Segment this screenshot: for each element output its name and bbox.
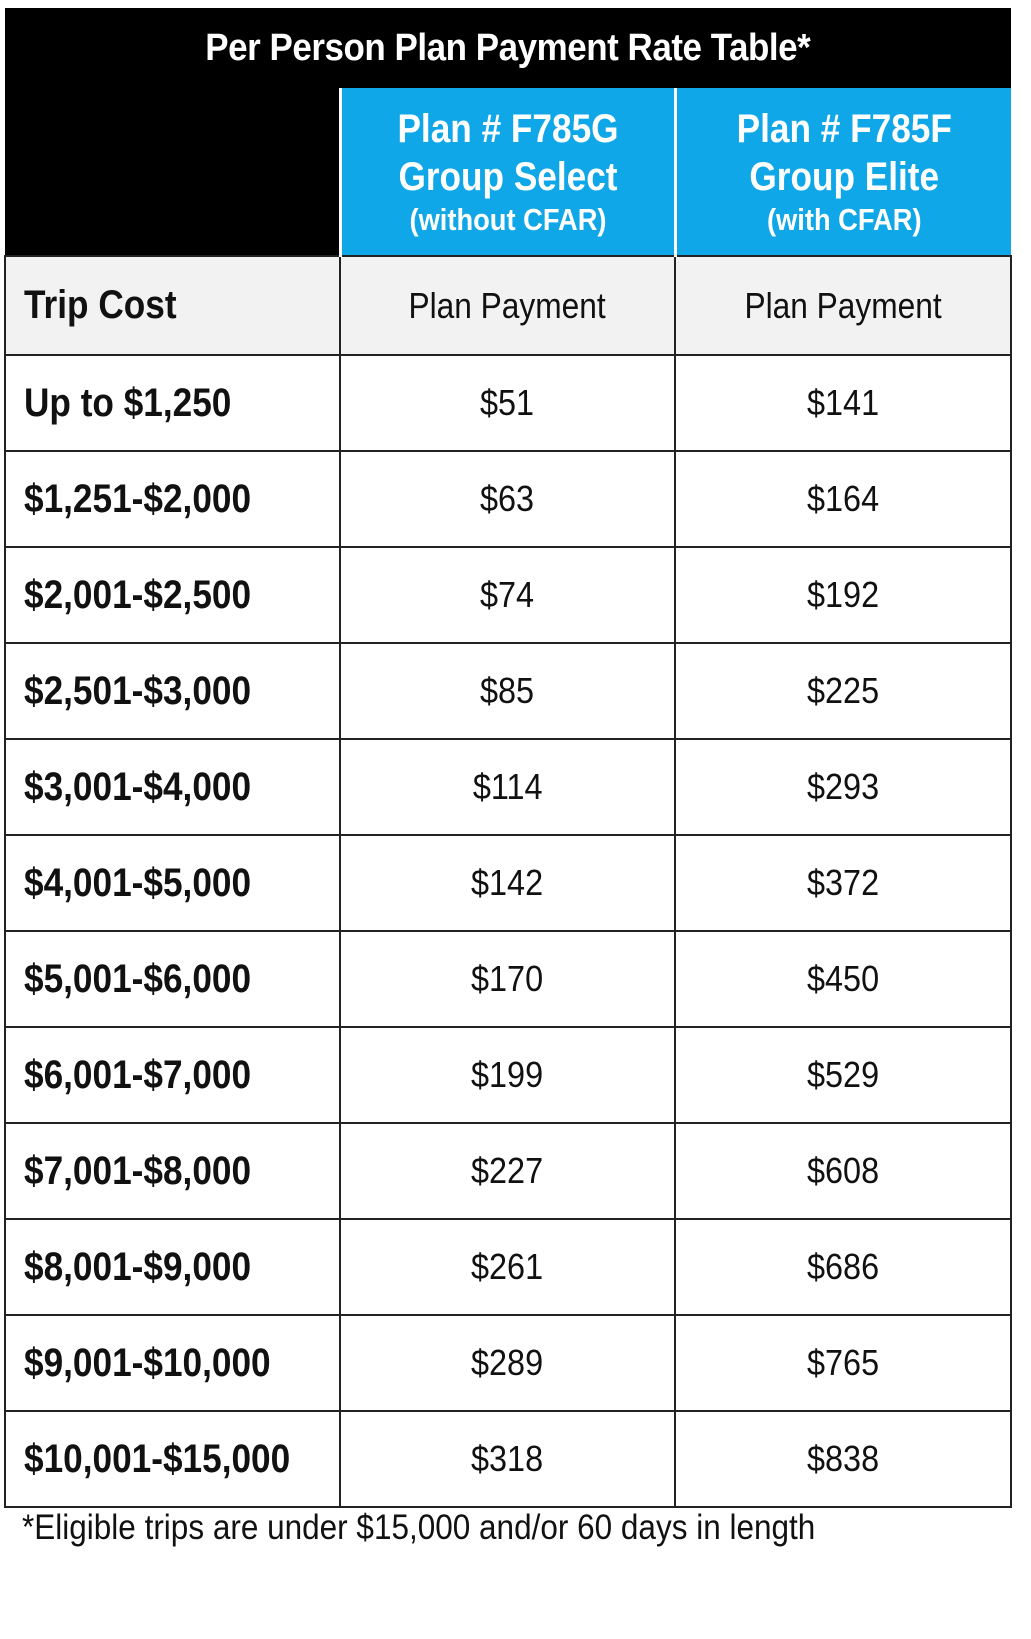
trip-cost-range: $5,001-$6,000 <box>24 956 252 1001</box>
select-plan-payment-cell <box>340 1027 675 1123</box>
plan-payment-label: Plan Payment <box>408 284 607 326</box>
header-blank-cell <box>5 88 340 256</box>
trip-cost-range: $8,001-$9,000 <box>24 1244 252 1289</box>
trip-cost-range-cell <box>5 1027 340 1123</box>
trip-cost-range-cell <box>5 643 340 739</box>
select-plan-payment-cell <box>340 835 675 931</box>
select-plan-payment: $261 <box>471 1246 544 1287</box>
elite-plan-payment: $450 <box>806 958 880 999</box>
table-row <box>5 931 1011 1027</box>
select-plan-payment-cell <box>340 739 675 835</box>
select-plan-payment-cell <box>340 1123 675 1219</box>
elite-plan-payment-cell <box>675 835 1011 931</box>
table-title: Per Person Plan Payment Rate Table* <box>205 26 811 69</box>
elite-plan-payment: $192 <box>806 574 880 615</box>
plan-header-elite <box>675 88 1011 256</box>
elite-plan-payment: $141 <box>806 382 880 423</box>
trip-cost-range: $2,501-$3,000 <box>24 668 252 713</box>
plan-name: Group Elite <box>748 154 939 199</box>
elite-plan-payment-cell <box>675 931 1011 1027</box>
select-plan-payment-cell <box>340 931 675 1027</box>
trip-cost-range-cell <box>5 739 340 835</box>
trip-cost-range: Up to $1,250 <box>24 380 232 425</box>
select-plan-payment-cell <box>340 355 675 451</box>
elite-plan-payment-cell <box>675 643 1011 739</box>
table-row <box>5 1027 1011 1123</box>
select-plan-payment: $170 <box>471 958 544 999</box>
plan-payment-label: Plan Payment <box>744 284 942 326</box>
rate-table <box>4 8 1012 1508</box>
trip-cost-range: $1,251-$2,000 <box>24 476 252 521</box>
title-row <box>5 8 1011 88</box>
trip-cost-range-cell <box>5 1123 340 1219</box>
elite-plan-payment-cell <box>675 451 1011 547</box>
table-row <box>5 547 1011 643</box>
footnote: *Eligible trips are under $15,000 and/or 60 days in length <box>22 1508 816 1547</box>
trip-cost-range-cell <box>5 355 340 451</box>
table-row <box>5 643 1011 739</box>
select-plan-payment: $63 <box>480 478 535 519</box>
elite-plan-payment: $686 <box>806 1246 880 1287</box>
trip-cost-range: $10,001-$15,000 <box>24 1436 291 1481</box>
select-plan-payment: $51 <box>480 382 535 423</box>
trip-cost-label: Trip Cost <box>24 283 177 327</box>
elite-plan-payment: $164 <box>806 478 880 519</box>
elite-plan-payment-cell <box>675 1411 1011 1507</box>
trip-cost-header <box>5 256 340 355</box>
trip-cost-range: $6,001-$7,000 <box>24 1052 252 1097</box>
table-row <box>5 739 1011 835</box>
plan-number: Plan # F785G <box>396 106 619 151</box>
elite-plan-payment-cell <box>675 1027 1011 1123</box>
trip-cost-range-cell <box>5 1411 340 1507</box>
table-row <box>5 1123 1011 1219</box>
select-plan-payment: $114 <box>472 766 543 807</box>
trip-cost-range: $3,001-$4,000 <box>24 764 252 809</box>
elite-plan-payment: $838 <box>806 1438 880 1479</box>
select-plan-payment-cell <box>340 643 675 739</box>
table-row <box>5 451 1011 547</box>
trip-cost-range: $7,001-$8,000 <box>24 1148 252 1193</box>
select-plan-payment: $85 <box>480 670 535 711</box>
trip-cost-range: $4,001-$5,000 <box>24 860 252 905</box>
select-plan-payment-cell <box>340 547 675 643</box>
table-row <box>5 1219 1011 1315</box>
select-plan-payment: $142 <box>471 862 544 903</box>
plan-note: (without CFAR) <box>409 201 606 237</box>
trip-cost-range-cell <box>5 451 340 547</box>
select-plan-payment: $227 <box>471 1150 544 1191</box>
table-row <box>5 355 1011 451</box>
select-plan-payment-cell <box>340 1315 675 1411</box>
plan-payment-header-select <box>340 256 675 355</box>
elite-plan-payment-cell <box>675 1123 1011 1219</box>
plan-number: Plan # F785F <box>736 106 952 151</box>
trip-cost-range-cell <box>5 547 340 643</box>
subheader-row <box>5 256 1011 355</box>
table-row <box>5 1411 1011 1507</box>
select-plan-payment-cell <box>340 1411 675 1507</box>
select-plan-payment: $289 <box>471 1342 544 1383</box>
elite-plan-payment-cell <box>675 739 1011 835</box>
elite-plan-payment-cell <box>675 547 1011 643</box>
elite-plan-payment: $608 <box>806 1150 880 1191</box>
trip-cost-range-cell <box>5 1315 340 1411</box>
table-row <box>5 1315 1011 1411</box>
select-plan-payment: $199 <box>471 1054 544 1095</box>
trip-cost-range: $2,001-$2,500 <box>24 572 252 617</box>
plan-note: (with CFAR) <box>766 201 922 237</box>
elite-plan-payment-cell <box>675 1219 1011 1315</box>
elite-plan-payment: $293 <box>806 766 880 807</box>
select-plan-payment: $318 <box>471 1438 544 1479</box>
plan-header-row <box>5 88 1011 256</box>
trip-cost-range: $9,001-$10,000 <box>24 1340 271 1385</box>
select-plan-payment-cell <box>340 451 675 547</box>
plan-payment-header-elite <box>675 256 1011 355</box>
plan-name: Group Select <box>397 154 618 199</box>
table-row <box>5 835 1011 931</box>
table-title-cell <box>5 8 1011 88</box>
select-plan-payment: $74 <box>480 574 535 615</box>
elite-plan-payment: $372 <box>806 862 880 903</box>
elite-plan-payment: $765 <box>806 1342 880 1383</box>
select-plan-payment-cell <box>340 1219 675 1315</box>
trip-cost-range-cell <box>5 835 340 931</box>
elite-plan-payment-cell <box>675 1315 1011 1411</box>
elite-plan-payment: $529 <box>806 1054 880 1095</box>
plan-header-select <box>340 88 675 256</box>
elite-plan-payment-cell <box>675 355 1011 451</box>
elite-plan-payment: $225 <box>806 670 880 711</box>
trip-cost-range-cell <box>5 931 340 1027</box>
trip-cost-range-cell <box>5 1219 340 1315</box>
